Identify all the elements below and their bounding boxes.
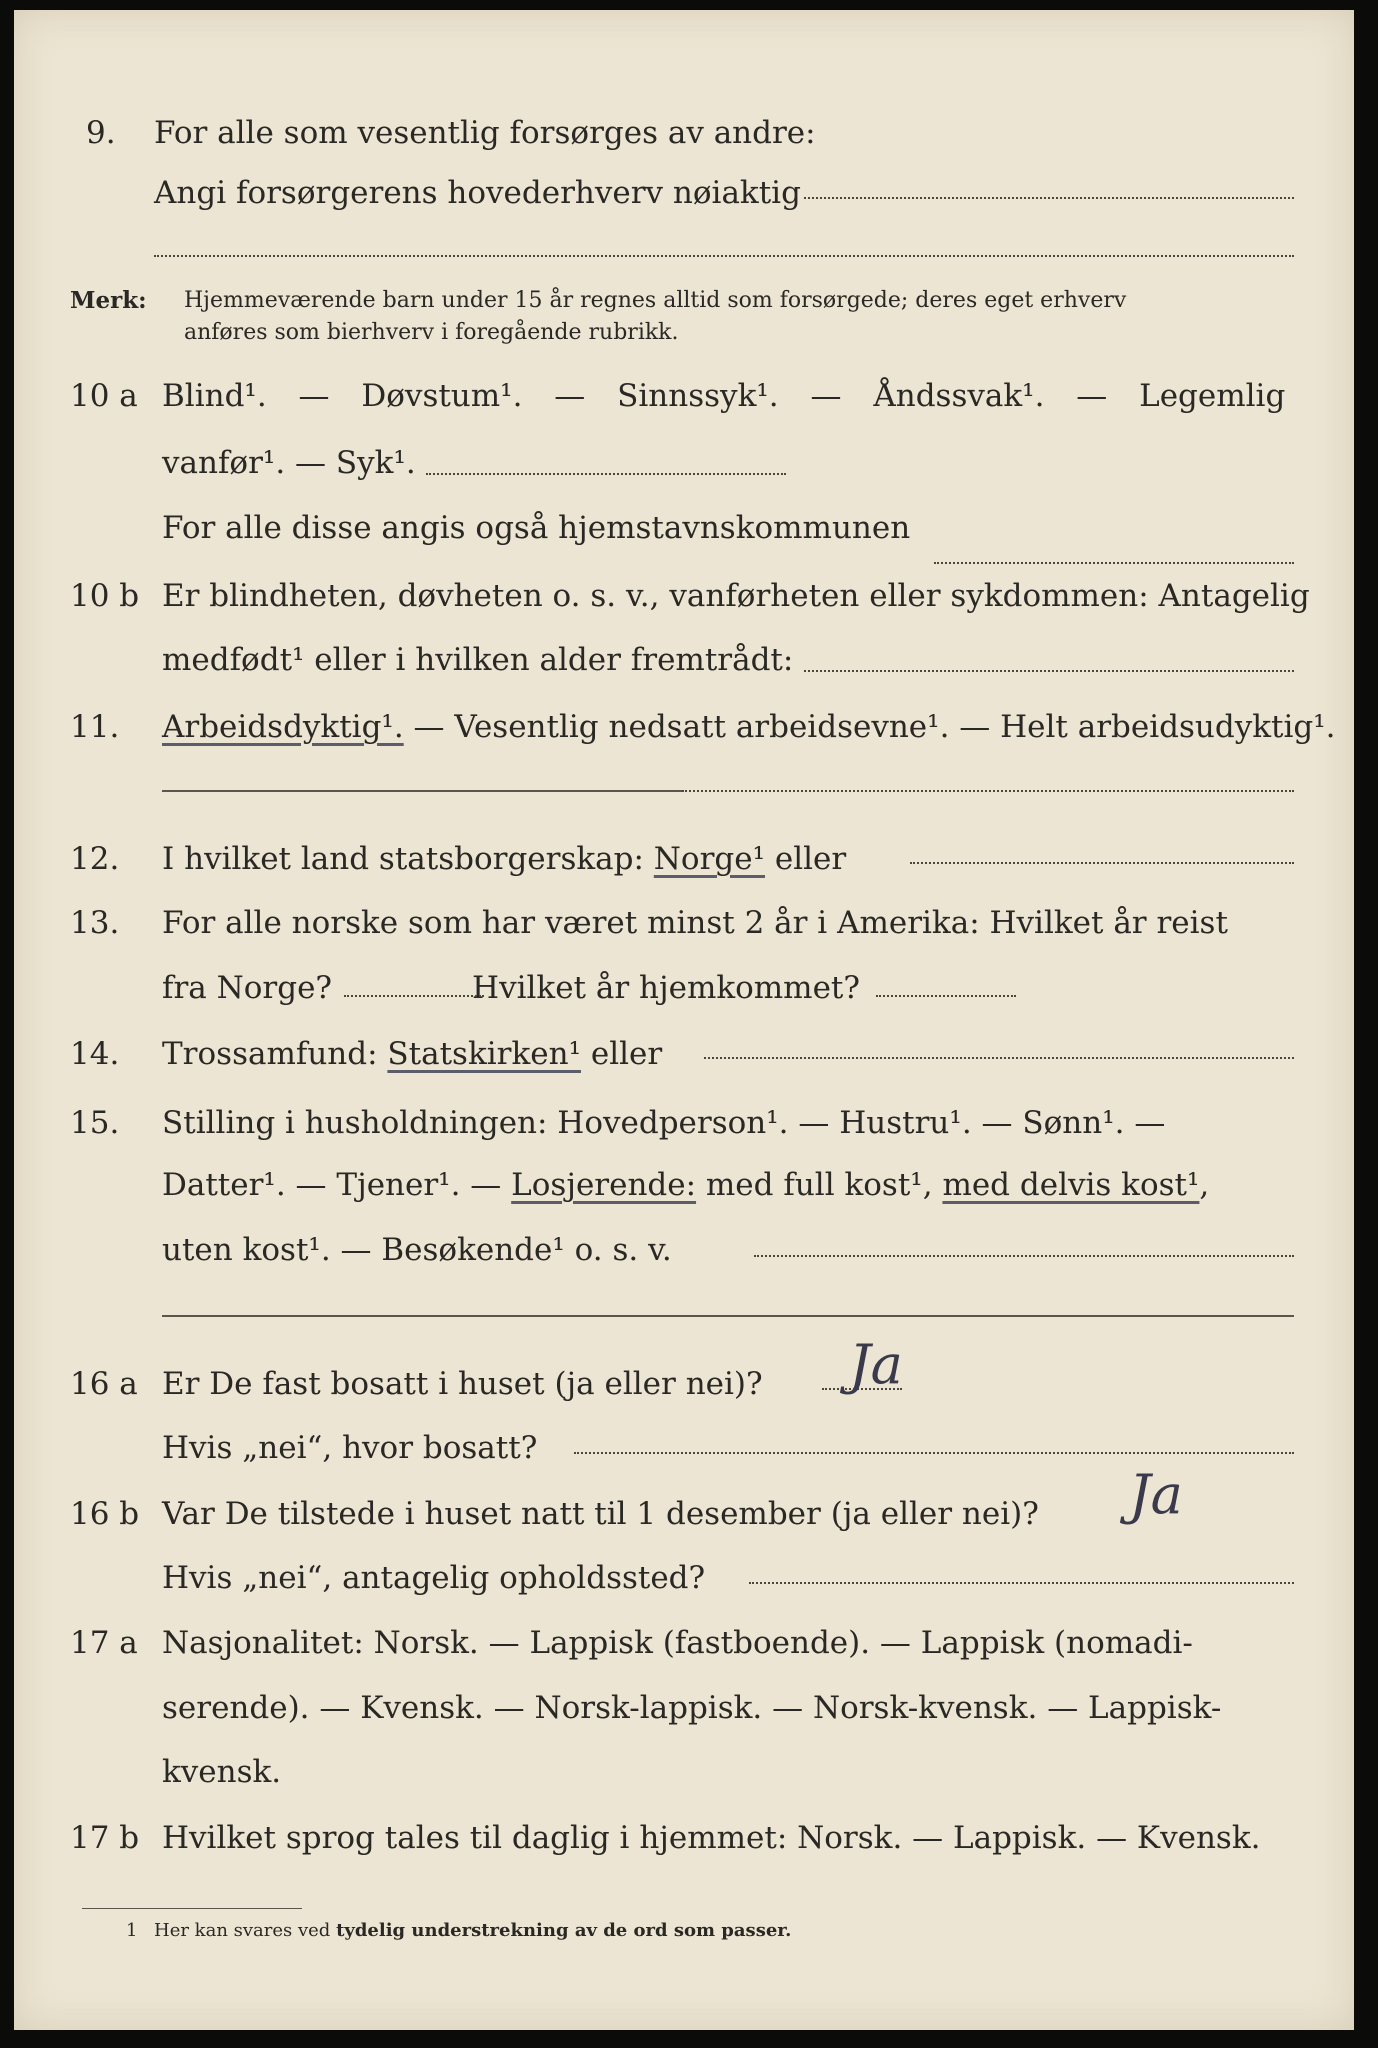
question-10b-line1: Er blindheten, døvheten o. s. v., vanførheten eller sykdommen: Antagelig: [162, 578, 1310, 614]
question-14-line: Trossamfund: Statskirken¹ eller: [162, 1036, 663, 1072]
question-number-14: 14.: [70, 1036, 120, 1072]
answer-line-15b[interactable]: [162, 1315, 1294, 1317]
answer-line-12[interactable]: [910, 862, 1294, 864]
question-11-line: Arbeidsdyktig¹. — Vesentlig nedsatt arbeidsevne¹. — Helt arbeidsudyktig¹.: [162, 709, 1336, 745]
answer-line-16b[interactable]: [749, 1582, 1294, 1584]
question-number-16a: 16 a: [70, 1366, 138, 1402]
footnote-divider: [82, 1908, 302, 1909]
question-number-17b: 17 b: [70, 1820, 140, 1856]
selected-norge: Norge¹: [653, 841, 766, 877]
handwritten-answer-16a: Ja: [849, 1333, 903, 1396]
question-13-line2: fra Norge? Hvilket år hjemkommet?: [162, 970, 861, 1006]
answer-line-10a[interactable]: [426, 473, 786, 475]
question-15-line1: Stilling i husholdningen: Hovedperson¹. — Hustru¹. — Sønn¹. —: [162, 1105, 1166, 1141]
merk-text-line1: Hjemmeværende barn under 15 år regnes alltid som forsørgede; deres eget erhverv: [184, 288, 1127, 313]
question-9-subtext: Angi forsørgerens hovederhverv nøiaktig: [154, 175, 801, 211]
question-17a-line3: kvensk.: [162, 1754, 282, 1790]
answer-line-11b[interactable]: [682, 790, 1294, 792]
selected-losjerende: Losjerende:: [511, 1167, 697, 1203]
answer-line-9b[interactable]: [154, 255, 1294, 257]
question-16a-line1: Er De fast bosatt i huset (ja eller nei)?: [162, 1366, 763, 1402]
merk-text-line2: anføres som bierhverv i foregående rubrikk.: [184, 320, 679, 345]
question-12-line: I hvilket land statsborgerskap: Norge¹ eller: [162, 841, 847, 877]
footnote-text: Her kan svares ved tydelig understrekning av de ord som passer.: [154, 1920, 792, 1941]
merk-label: Merk:: [70, 287, 147, 314]
question-10a-line2: vanfør¹. — Syk¹.: [162, 445, 416, 481]
selected-statskirken: Statskirken¹: [387, 1036, 581, 1072]
question-10a-line1: Blind¹. — Døvstum¹. — Sinnssyk¹. — Åndssvak¹. — Legemlig: [162, 378, 1286, 414]
question-13-line1: For alle norske som har været minst 2 år i Amerika: Hvilket år reist: [162, 905, 1228, 941]
question-16b-line1: Var De tilstede i huset natt til 1 desember (ja eller nei)?: [162, 1496, 1039, 1532]
question-number-11: 11.: [70, 709, 120, 745]
question-15-line2: Datter¹. — Tjener¹. — Losjerende: med full kost¹, med delvis kost¹,: [162, 1167, 1210, 1203]
question-10b-line2: medfødt¹ eller i hvilken alder fremtrådt:: [162, 642, 794, 678]
answer-line-10a-kommune[interactable]: [934, 562, 1294, 564]
question-16a-line2: Hvis „nei“, hvor bosatt?: [162, 1430, 538, 1466]
census-form-page: [14, 10, 1354, 2030]
selected-arbeidsdyktig: Arbeidsdyktig¹.: [162, 709, 404, 745]
question-number-17a: 17 a: [70, 1625, 138, 1661]
answer-line-10b[interactable]: [804, 670, 1294, 672]
answer-line-15[interactable]: [754, 1255, 1294, 1257]
answer-line-13-hjemkommet[interactable]: [876, 995, 1016, 997]
question-number-10b: 10 b: [70, 578, 140, 614]
question-number-16b: 16 b: [70, 1496, 140, 1532]
question-15-line3: uten kost¹. — Besøkende¹ o. s. v.: [162, 1232, 672, 1268]
question-10a-line3: For alle disse angis også hjemstavnskommunen: [162, 510, 911, 546]
answer-line-16a-bosatt[interactable]: [574, 1452, 1294, 1454]
question-number-15: 15.: [70, 1105, 120, 1141]
question-number-9: 9.: [86, 115, 116, 151]
question-17a-line1: Nasjonalitet: Norsk. — Lappisk (fastboende). — Lappisk (nomadi-: [162, 1625, 1193, 1661]
answer-line-14[interactable]: [704, 1057, 1294, 1059]
question-number-13: 13.: [70, 905, 120, 941]
question-16b-line2: Hvis „nei“, antagelig opholdssted?: [162, 1560, 706, 1596]
footnote-marker: 1: [126, 1920, 138, 1941]
answer-line-9a[interactable]: [804, 197, 1294, 199]
selected-delvis-kost: med delvis kost¹: [942, 1167, 1200, 1203]
question-17a-line2: serende). — Kvensk. — Norsk-lappisk. — Norsk-kvensk. — Lappisk-: [162, 1690, 1222, 1726]
answer-line-13-reist[interactable]: [344, 995, 484, 997]
question-9-text: For alle som vesentlig forsørges av andre:: [154, 115, 816, 151]
question-number-12: 12.: [70, 841, 120, 877]
question-number-10a: 10 a: [70, 378, 138, 414]
handwritten-answer-16b: Ja: [1129, 1463, 1183, 1526]
answer-line-11[interactable]: [162, 790, 682, 792]
question-17b-line: Hvilket sprog tales til daglig i hjemmet: Norsk. — Lappisk. — Kvensk.: [162, 1820, 1261, 1856]
